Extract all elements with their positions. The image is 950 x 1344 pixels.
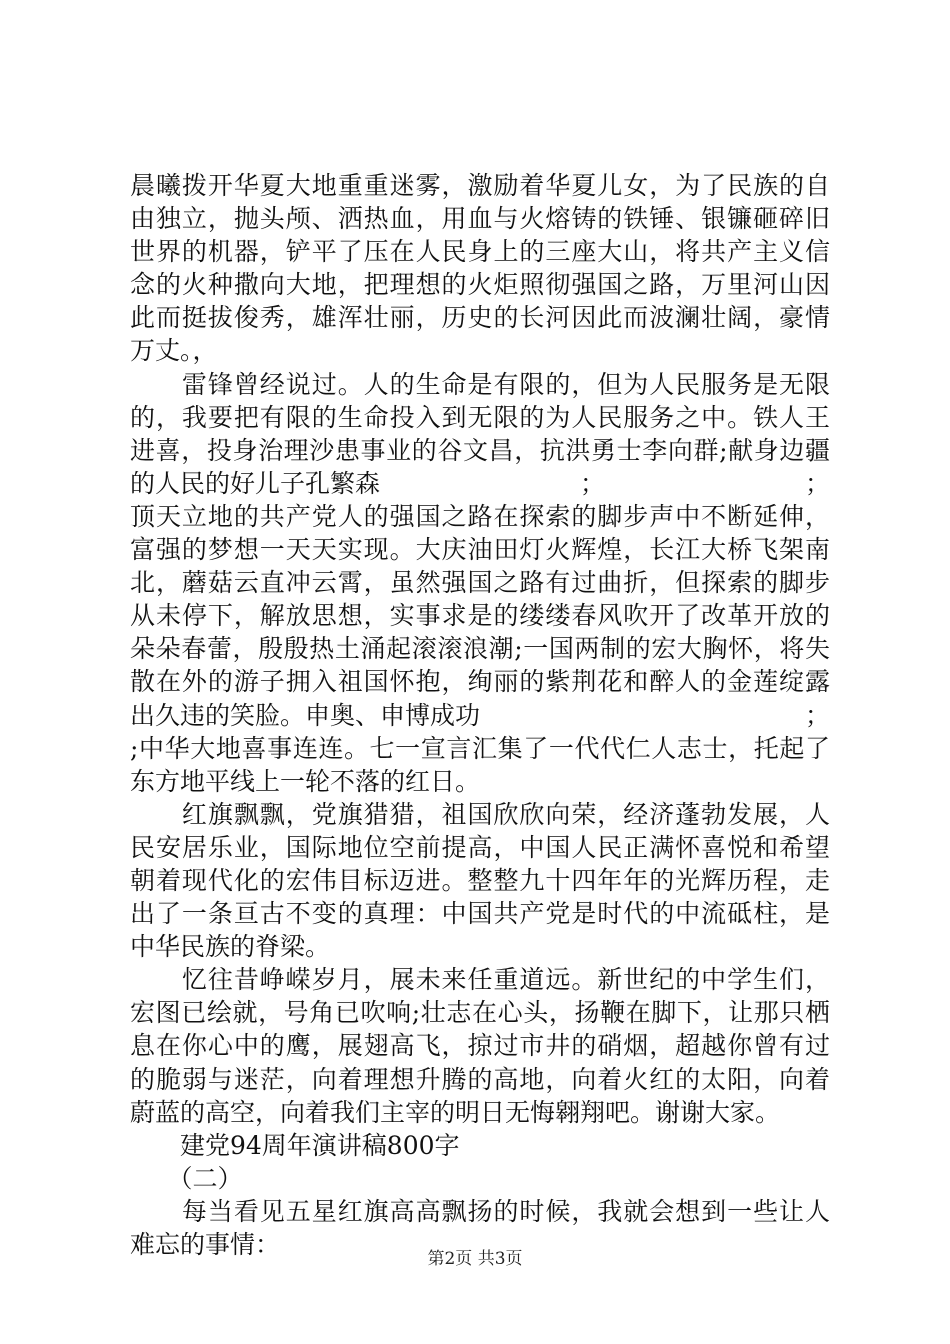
page-footer: 第2页 共3页 [427, 1249, 523, 1269]
text-line: 由独立，抛头颅、洒热血，用血与火熔铸的铁锤、银镰砸碎旧 [130, 204, 830, 234]
text-line: 从未停下，解放思想，实事求是的缕缕春风吹开了改革开放的 [130, 601, 830, 631]
text-line: 出了一条亘古不变的真理：中国共产党是时代的中流砥柱，是 [130, 899, 830, 929]
document-body [130, 169, 830, 1261]
text-line: 宏图已绘就，号角已吹响;壮志在心头，扬鞭在脚下，让那只栖 [130, 998, 830, 1028]
text-line: 东方地平线上一轮不落的红日。 [130, 766, 481, 796]
text-line: 蔚蓝的高空，向着我们主宰的明日无悔翱翔吧。谢谢大家。 [130, 1097, 781, 1127]
text-line: 民安居乐业，国际地位空前提高，中国人民正满怀喜悦和希望 [130, 832, 830, 862]
text-line: 万丈。， [130, 336, 218, 366]
text-line-segment: 的人民的好儿子孔繁森 [130, 468, 381, 498]
text-line: 朵朵春蕾，殷殷热土涌起滚滚浪潮;一国两制的宏大胸怀，将失 [130, 634, 830, 664]
text-line: 念的火种撒向大地，把理想的火炬照彻强国之路，万里河山因 [130, 270, 830, 300]
text-line-segment: ； [804, 700, 830, 730]
text-line [130, 699, 830, 732]
text-line: 每当看见五星红旗高高飘扬的时候，我就会想到一些让人 [130, 1196, 830, 1226]
text-line: ;中华大地喜事连连。七一宣言汇集了一代代仁人志士，托起了 [130, 733, 830, 763]
text-line: 进喜，投身治理沙患事业的谷文昌，抗洪勇士李向群;献身边疆 [130, 435, 830, 465]
text-line-segment: ； [579, 468, 605, 498]
text-line-segment: 出久违的笑脸。申奥、申博成功 [130, 700, 481, 730]
text-line: 散在外的游子拥入祖国怀抱，绚丽的紫荆花和醉人的金莲绽露 [130, 667, 830, 697]
text-line: 的脆弱与迷茫，向着理想升腾的高地，向着火红的太阳，向着 [130, 1064, 830, 1094]
text-line: 顶天立地的共产党人的强国之路在探索的脚步声中不断延伸， [130, 501, 830, 531]
text-line: 北，蘑菇云直冲云霄，虽然强国之路有过曲折，但探索的脚步 [130, 568, 830, 598]
text-line: 此而挺拔俊秀，雄浑壮丽，历史的长河因此而波澜壮阔，豪情 [130, 303, 830, 333]
text-line: 的，我要把有限的生命投入到无限的为人民服务之中。铁人王 [130, 402, 830, 432]
text-line: 忆往昔峥嵘岁月，展未来任重道远。新世纪的中学生们， [130, 965, 830, 995]
text-line: 红旗飘飘，党旗猎猎，祖国欣欣向荣，经济蓬勃发展，人 [130, 799, 830, 829]
text-line: 晨曦拨开华夏大地重重迷雾，激励着华夏儿女，为了民族的自 [130, 171, 830, 200]
text-line: （二） [130, 1163, 243, 1193]
text-line: 富强的梦想一天天实现。大庆油田灯火辉煌，长江大桥飞架南 [130, 535, 830, 565]
text-line: 建党94周年演讲稿800字 [130, 1130, 460, 1160]
text-line: 中华民族的脊梁。 [130, 932, 331, 962]
text-line: 难忘的事情： [130, 1230, 281, 1259]
text-line: 雷锋曾经说过。人的生命是有限的，但为人民服务是无限 [130, 369, 830, 399]
text-line [130, 467, 830, 500]
text-line: 世界的机器，铲平了压在人民身上的三座大山，将共产主义信 [130, 237, 830, 267]
text-line-segment: ； [804, 468, 830, 498]
text-line: 朝着现代化的宏伟目标迈进。整整九十四年年的光辉历程，走 [130, 865, 830, 895]
text-line: 息在你心中的鹰，展翅高飞，掠过市井的硝烟，超越你曾有过 [130, 1031, 830, 1061]
